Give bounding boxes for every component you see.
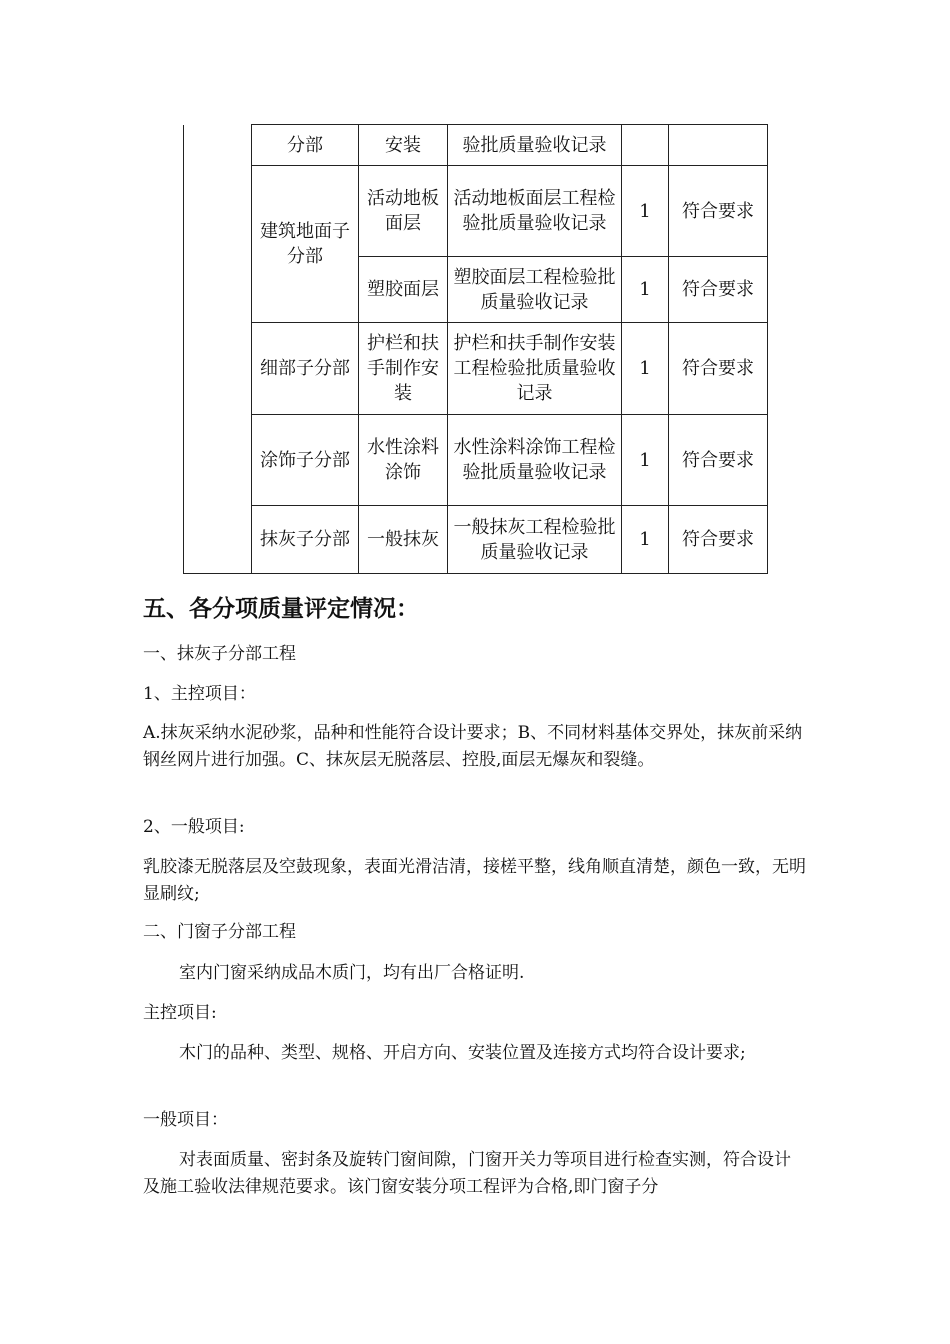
subdivision-cell: 分部 bbox=[252, 125, 359, 166]
subdivision-cell: 建筑地面子分部 bbox=[252, 166, 359, 323]
count-cell: 1 bbox=[622, 323, 669, 415]
record-cell: 塑胶面层工程检验批质量验收记录 bbox=[448, 257, 622, 323]
quality-table bbox=[183, 124, 768, 574]
paragraph: 对表面质量、密封条及旋转门窗间隙，门窗开关力等项目进行检查实测，符合设计及施工验收法律规范要求。该门窗安装分项工程评为合格,即门窗子分 bbox=[143, 1150, 791, 1197]
record-cell: 护栏和扶手制作安装工程检验批质量验收记录 bbox=[448, 323, 622, 415]
left-category-cell bbox=[184, 125, 252, 574]
result-cell: 符合要求 bbox=[669, 323, 768, 415]
paragraph: 室内门窗采纳成品木质门，均有出厂合格证明. bbox=[179, 963, 525, 983]
result-cell: 符合要求 bbox=[669, 506, 768, 574]
paragraph: A.抹灰采纳水泥砂浆，品种和性能符合设计要求；B、不同材料基体交界处，抹灰前采纳钢丝网片进行加强。C、抹灰层无脱落层、控股,面层无爆灰和裂缝。 bbox=[143, 723, 803, 770]
subdivision-cell: 涂饰子分部 bbox=[252, 415, 359, 506]
item-cell: 活动地板面层 bbox=[359, 166, 448, 257]
result-cell: 符合要求 bbox=[669, 166, 768, 257]
item-cell: 塑胶面层 bbox=[359, 257, 448, 323]
record-cell: 水性涂料涂饰工程检验批质量验收记录 bbox=[448, 415, 622, 506]
subdivision-cell: 抹灰子分部 bbox=[252, 506, 359, 574]
table-row bbox=[184, 506, 768, 574]
item-cell: 护栏和扶手制作安装 bbox=[359, 323, 448, 415]
record-cell: 一般抹灰工程检验批质量验收记录 bbox=[448, 506, 622, 574]
item-cell: 一般抹灰 bbox=[359, 506, 448, 574]
table-row bbox=[184, 166, 768, 257]
result-cell: 符合要求 bbox=[669, 257, 768, 323]
item-cell: 安装 bbox=[359, 125, 448, 166]
count-cell: 1 bbox=[622, 257, 669, 323]
result-cell: 符合要求 bbox=[669, 415, 768, 506]
table-row bbox=[184, 323, 768, 415]
record-cell: 验批质量验收记录 bbox=[448, 125, 622, 166]
subdivision-cell: 细部子分部 bbox=[252, 323, 359, 415]
paragraph: 1、主控项目： bbox=[143, 684, 256, 704]
item-cell: 水性涂料涂饰 bbox=[359, 415, 448, 506]
table-row bbox=[184, 125, 768, 166]
table-row bbox=[184, 415, 768, 506]
paragraph: 乳胶漆无脱落层及空鼓现象，表面光滑洁清，接槎平整，线角顺直清楚，颜色一致，无明显刷纹; bbox=[143, 857, 806, 904]
count-cell: 1 bbox=[622, 166, 669, 257]
count-cell bbox=[622, 125, 669, 166]
paragraph: 一般项目： bbox=[143, 1110, 228, 1130]
paragraph: 主控项目: bbox=[143, 1003, 217, 1023]
paragraph: 二、门窗子分部工程 bbox=[143, 922, 296, 942]
paragraph: 木门的品种、类型、规格、开启方向、安装位置及连接方式均符合设计要求; bbox=[179, 1043, 746, 1063]
paragraph: 2、一般项目: bbox=[143, 817, 245, 837]
result-cell bbox=[669, 125, 768, 166]
section-title: 五、各分项质量评定情况： bbox=[143, 596, 419, 622]
count-cell: 1 bbox=[622, 415, 669, 506]
paragraph: 一、抹灰子分部工程 bbox=[143, 644, 296, 664]
count-cell: 1 bbox=[622, 506, 669, 574]
record-cell: 活动地板面层工程检验批质量验收记录 bbox=[448, 166, 622, 257]
